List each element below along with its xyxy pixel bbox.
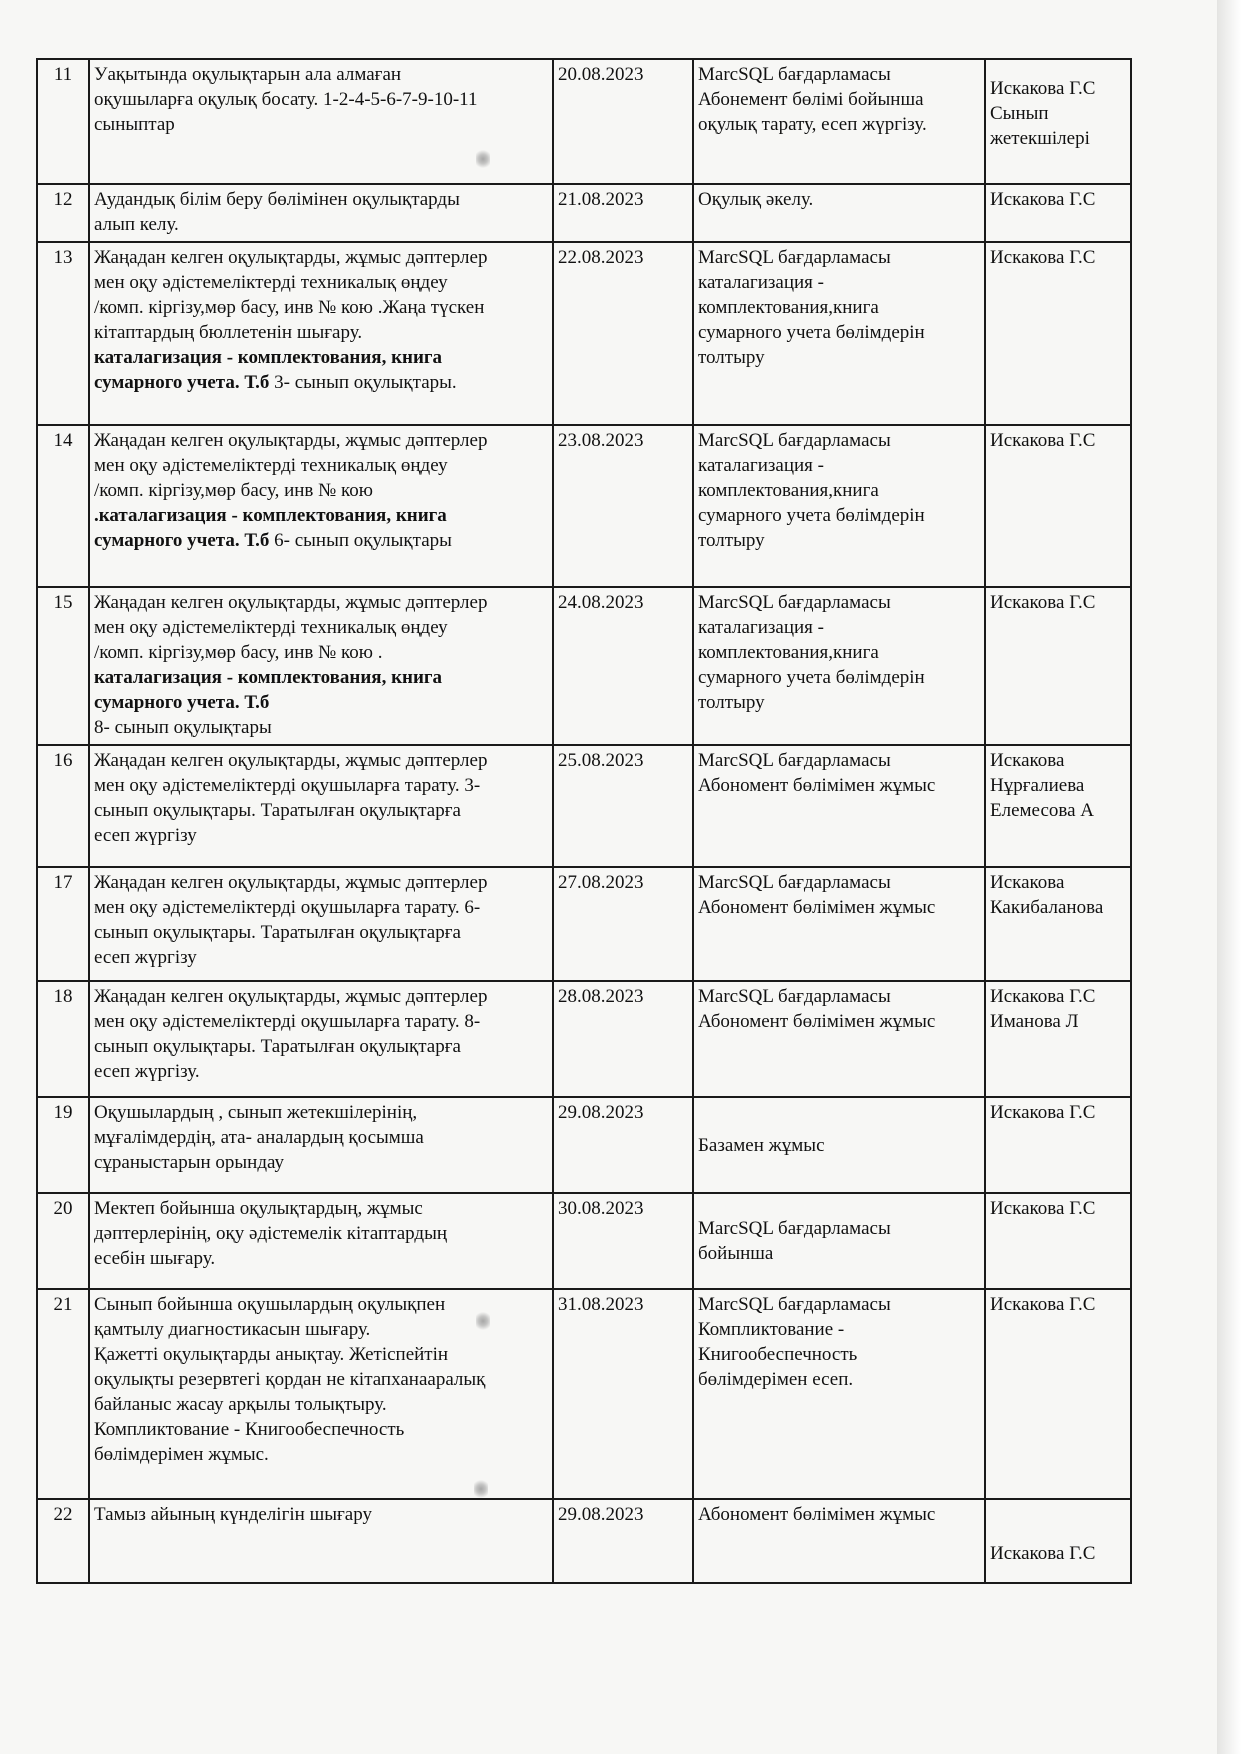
responsible-cell: Искакова Г.С Сынып жетекшілері (985, 59, 1131, 184)
row-number: 17 (37, 867, 89, 981)
table-row (37, 587, 1131, 745)
row-number: 19 (37, 1097, 89, 1193)
date-cell: 31.08.2023 (553, 1289, 693, 1499)
task-cell (89, 425, 553, 587)
task-cell: Аудандық білім беру бөлімінен оқулықтарды алып келу. (89, 184, 553, 242)
scan-smudge (476, 1310, 490, 1332)
responsible-cell: Искакова Г.С (985, 1097, 1131, 1193)
row-number: 12 (37, 184, 89, 242)
date-cell: 23.08.2023 (553, 425, 693, 587)
row-number: 15 (37, 587, 89, 745)
tool-cell: MarcSQL бағдарламасы каталагизация - комплектования,книга сумарного учета бөлімдерін толтыру (693, 587, 985, 745)
task-cell: Оқушылардың , сынып жетекшілерінің, мұғалімдердің, ата- аналардың қосымша сұраныстарын орындау (89, 1097, 553, 1193)
task-cell: Жаңадан келген оқулықтарды, жұмыс дәптерлер мен оқу әдістемеліктерді оқушыларға тарату. 3- сынып оқулықтары. Таратылған оқулықтарға есеп жүргізу (89, 745, 553, 867)
tool-cell: MarcSQL бағдарламасы бойынша (693, 1193, 985, 1289)
date-cell: 24.08.2023 (553, 587, 693, 745)
responsible-cell: Искакова Г.С (985, 184, 1131, 242)
row-number: 13 (37, 242, 89, 425)
scan-smudge (474, 1478, 488, 1500)
table-row (37, 1499, 1131, 1583)
table-row (37, 59, 1131, 184)
responsible-cell: Искакова Г.С Иманова Л (985, 981, 1131, 1097)
task-bold-text: каталагизация - комплектования, книга сумарного учета. Т.б (94, 347, 443, 393)
task-cell: Жаңадан келген оқулықтарды, жұмыс дәптерлер мен оқу әдістемеліктерді оқушыларға тарату. 8- сынып оқулықтары. Таратылған оқулықтарға есеп жүргізу. (89, 981, 553, 1097)
task-text: Жаңадан келген оқулықтарды, жұмыс дәптерлер мен оқу әдістемеліктерді техникалық өңдеу /комп. кіргізу,мөр басу, инв № кою .Жаңа түскен кітаптардың бюллетенін шығару. (94, 247, 488, 343)
date-cell: 29.08.2023 (553, 1097, 693, 1193)
responsible-cell: Искакова Нұрғалиева Елемесова А (985, 745, 1131, 867)
tool-cell: Базамен жұмыс (693, 1097, 985, 1193)
row-number: 16 (37, 745, 89, 867)
plan-table (36, 58, 1132, 1584)
page-edge (1217, 0, 1241, 1754)
task-cell: Жаңадан келген оқулықтарды, жұмыс дәптерлер мен оқу әдістемеліктерді оқушыларға тарату. 6- сынып оқулықтары. Таратылған оқулықтарға есеп жүргізу (89, 867, 553, 981)
table-row (37, 1289, 1131, 1499)
task-cell (89, 242, 553, 425)
row-number: 20 (37, 1193, 89, 1289)
date-cell: 28.08.2023 (553, 981, 693, 1097)
task-tail-text: 3- сынып оқулықтары. (269, 372, 457, 393)
responsible-cell: Искакова Г.С (985, 242, 1131, 425)
tool-cell: Оқулық әкелу. (693, 184, 985, 242)
tool-cell: MarcSQL бағдарламасы Абономент бөлімімен жұмыс (693, 867, 985, 981)
row-number: 14 (37, 425, 89, 587)
task-text: Жаңадан келген оқулықтарды, жұмыс дәптерлер мен оқу әдістемеліктерді техникалық өңдеу /комп. кіргізу,мөр басу, инв № кою . (94, 592, 488, 663)
responsible-cell: Искакова Г.С (985, 1193, 1131, 1289)
table-row (37, 1193, 1131, 1289)
tool-cell: MarcSQL бағдарламасы Абономент бөлімімен жұмыс (693, 981, 985, 1097)
tool-cell: MarcSQL бағдарламасы Абонемент бөлімі бойынша оқулық тарату, есеп жүргізу. (693, 59, 985, 184)
responsible-cell: Искакова Г.С (985, 1289, 1131, 1499)
table-row (37, 1097, 1131, 1193)
task-tail-text: 6- сынып оқулықтары (269, 530, 452, 551)
task-cell: Мектеп бойынша оқулықтардың, жұмыс дәптерлерінің, оқу әдістемелік кітаптардың есебін шығару. (89, 1193, 553, 1289)
task-cell: Тамыз айының күнделігін шығару (89, 1499, 553, 1583)
task-tail-text: 8- сынып оқулықтары (94, 717, 272, 738)
date-cell: 29.08.2023 (553, 1499, 693, 1583)
task-bold-text: каталагизация - комплектования, книга сумарного учета. Т.б (94, 667, 443, 713)
row-number: 11 (37, 59, 89, 184)
row-number: 21 (37, 1289, 89, 1499)
tool-cell: MarcSQL бағдарламасы каталагизация - комплектования,книга сумарного учета бөлімдерін толтыру (693, 425, 985, 587)
date-cell: 21.08.2023 (553, 184, 693, 242)
date-cell: 27.08.2023 (553, 867, 693, 981)
tool-cell: MarcSQL бағдарламасы Абономент бөлімімен жұмыс (693, 745, 985, 867)
responsible-cell: Искакова Г.С (985, 587, 1131, 745)
responsible-cell: Искакова Г.С (985, 425, 1131, 587)
task-cell: Уақытында оқулықтарын ала алмаған оқушыларға оқулық босату. 1-2-4-5-6-7-9-10-11 сыныптар (89, 59, 553, 184)
scan-smudge (476, 148, 490, 170)
table-row (37, 745, 1131, 867)
table-row (37, 184, 1131, 242)
responsible-cell: Искакова Г.С (985, 1499, 1131, 1583)
tool-cell: MarcSQL бағдарламасы каталагизация - комплектования,книга сумарного учета бөлімдерін толтыру (693, 242, 985, 425)
task-cell (89, 587, 553, 745)
task-text: Жаңадан келген оқулықтарды, жұмыс дәптерлер мен оқу әдістемеліктерді техникалық өңдеу /комп. кіргізу,мөр басу, инв № кою (94, 430, 488, 501)
table-row (37, 242, 1131, 425)
date-cell: 20.08.2023 (553, 59, 693, 184)
date-cell: 25.08.2023 (553, 745, 693, 867)
task-cell: Сынып бойынша оқушылардың оқулықпен қамтылу диагностикасын шығару. Қажетті оқулықтарды анықтау. Жетіспейтін оқулықты резервтегі қордан не кітапханааралық байланыс жасау арқылы толықтыру. Компликтование - Книгообеспечность бөлімдерімен жұмыс. (89, 1289, 553, 1499)
responsible-cell: Искакова Какибаланова (985, 867, 1131, 981)
task-bold-text: .каталагизация - комплектования, книга сумарного учета. Т.б (94, 505, 447, 551)
tool-cell: MarcSQL бағдарламасы Компликтование - Книгообеспечность бөлімдерімен есеп. (693, 1289, 985, 1499)
table-row (37, 981, 1131, 1097)
row-number: 22 (37, 1499, 89, 1583)
date-cell: 30.08.2023 (553, 1193, 693, 1289)
row-number: 18 (37, 981, 89, 1097)
table-row (37, 867, 1131, 981)
table-row (37, 425, 1131, 587)
tool-cell: Абономент бөлімімен жұмыс (693, 1499, 985, 1583)
date-cell: 22.08.2023 (553, 242, 693, 425)
